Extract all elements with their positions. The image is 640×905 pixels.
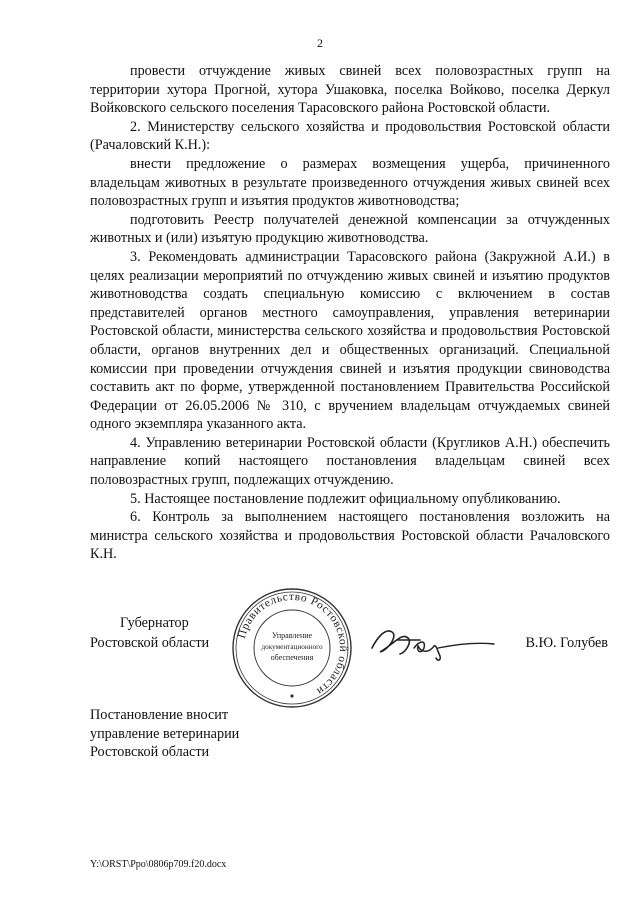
note-line: Ростовской области <box>90 744 210 761</box>
paragraph: 6. Контроль за выполнением настоящего постановления возложить на министра сельского хозяйства и продовольствия Ростовской области Рачаловского К.Н. <box>90 509 610 563</box>
file-path-footer: Y:\ORST\Ppo\0806p709.f20.docx <box>90 859 227 870</box>
note-line: Постановление вносит <box>90 707 229 723</box>
signature-block <box>90 590 610 714</box>
paragraph: 3. Рекомендовать администрации Тарасовского района (Закружной А.И.) в целях реализации мероприятий по отчуждению живых свиней и изъятию продуктов животноводства создать специальную комиссию с включением в состав представителей органов местного самоуправления, управления ветеринарии Ростовской области, министерства сельского хозяйства и продовольствия Ростовской области, органов внутренних дел и общественных организаций. Специальной комиссии при проведении отчуждения свиней и изъятия продукции свиноводства составить акт по форме, утвержденной постановлением Правительства Российской Федерации от 26.05.2006 № 310, с вручением владельцам отчуждаемых свиней одного экземпляра указанного акта. <box>90 248 610 433</box>
page-number: 2 <box>317 36 323 50</box>
seal-outer-text: Правительство Ростовской области <box>235 590 350 698</box>
seal-inner-line: Управление <box>271 631 313 640</box>
paragraph: провести отчуждение живых свиней всех половозрастных групп на территории хутора Прогной, хутора Ушаковка, поселка Войково, поселка Деркул Войковского сельского поселения Тарасовского района Ростовской области. <box>90 63 610 117</box>
paragraph: 4. Управлению ветеринарии Ростовской области (Кругликов А.Н.) обеспечить направление копий настоящего постановления владельцам свиней всех половозрастных групп, подлежащих отчуждению. <box>90 434 610 489</box>
signer-name: В.Ю. Голубев <box>525 635 608 651</box>
seal-inner-line: документационного <box>261 643 323 651</box>
submitter-note <box>90 706 239 762</box>
seal-inner-line: обеспечения <box>270 653 314 662</box>
paragraph: 5. Настоящее постановление подлежит официальному опубликованию. <box>130 490 561 507</box>
paragraph: внести предложение о размерах возмещения ущерба, причиненного владельцам животных в результате произведенного отчуждения живых свиней всех половозрастных групп и изъятия продуктов животноводства; <box>90 155 610 210</box>
paragraph: подготовить Реестр получателей денежной компенсации за отчужденных животных и (или) изъятую продукцию животноводства. <box>90 211 610 247</box>
document-body <box>90 62 610 564</box>
official-seal <box>230 586 354 710</box>
handwritten-signature <box>368 618 498 664</box>
paragraph: 2. Министерству сельского хозяйства и продовольствия Ростовской области (Рачаловский К.Н.): <box>90 118 610 154</box>
signer-title: Губернатор <box>120 615 189 631</box>
note-line: управление ветеринарии <box>90 725 240 742</box>
signer-region: Ростовской области <box>90 635 210 651</box>
